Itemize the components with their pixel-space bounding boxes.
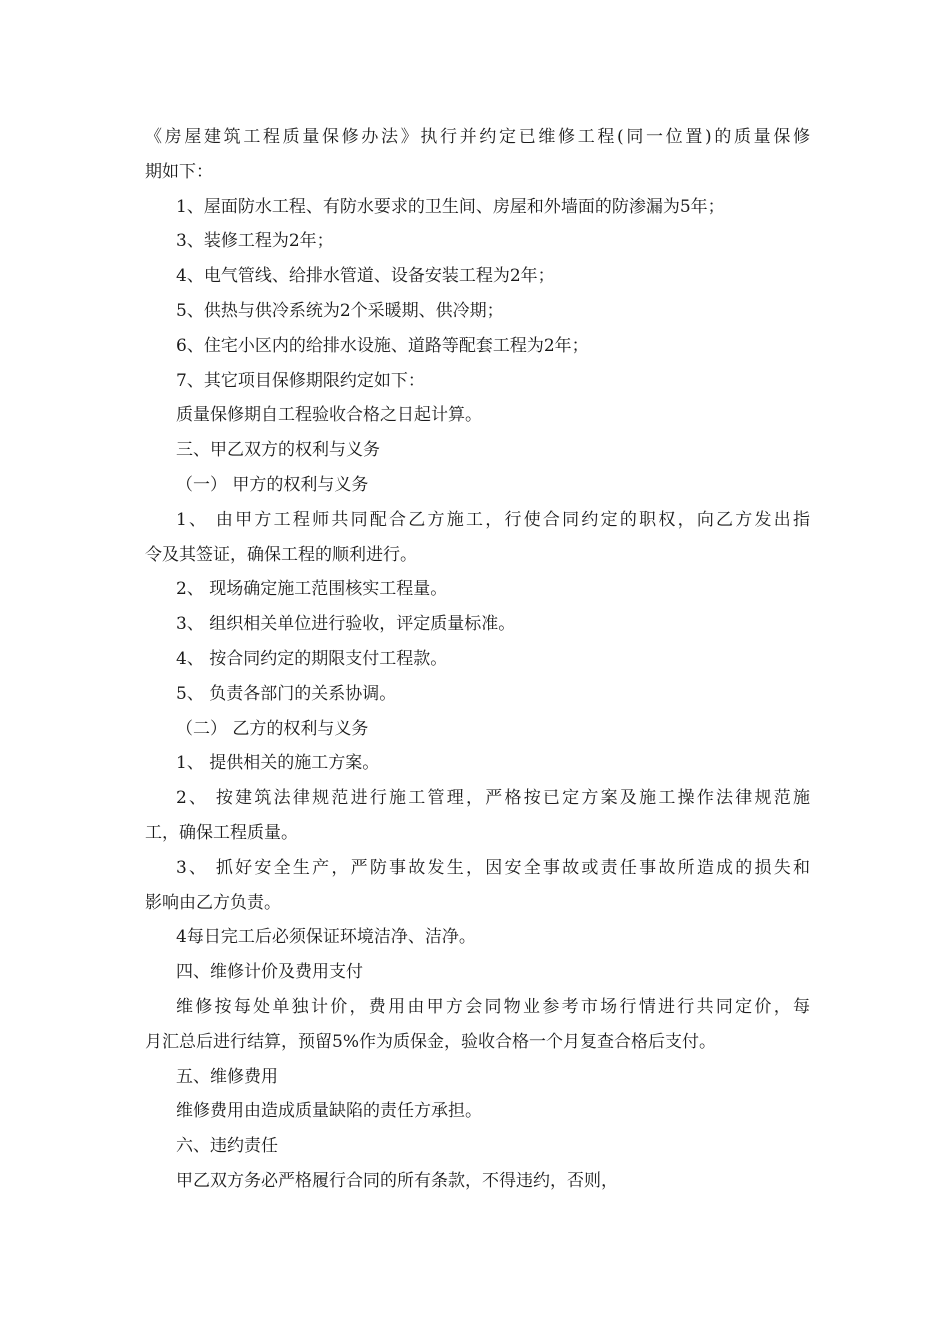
text-line: 甲乙双方务必严格履行合同的所有条款，不得违约，否则， <box>176 1170 618 1191</box>
text-line: 1、屋面防水工程、有防水要求的卫生间、房屋和外墙面的防渗漏为5年； <box>176 196 725 217</box>
text-line: 维修费用由造成质量缺陷的责任方承担。 <box>176 1101 482 1122</box>
text-line: 4每日完工后必须保证环境洁净、洁净。 <box>176 927 476 948</box>
text-line: 质量保修期自工程验收合格之日起计算。 <box>176 405 482 426</box>
text-line: 期如下： <box>145 161 213 182</box>
text-line: 四、维修计价及费用支付 <box>176 962 363 983</box>
text-line: 工，确保工程质量。 <box>145 822 298 843</box>
text-line: 《房屋建筑工程质量保修办法》执行并约定已维修工程(同一位置)的质量保修 <box>145 127 810 147</box>
text-line: 5、供热与供冷系统为2个采暖期、供冷期； <box>176 300 504 321</box>
text-line: 3、装修工程为2年； <box>176 231 334 252</box>
text-line: 6、住宅小区内的给排水设施、道路等配套工程为2年； <box>176 335 589 356</box>
text-line: （一） 甲方的权利与义务 <box>176 474 369 495</box>
text-line: 4、电气管线、给排水管道、设备安装工程为2年； <box>176 266 555 287</box>
document-body <box>145 120 810 1199</box>
text-line: 影响由乙方负责。 <box>145 892 281 913</box>
text-line: 1、 由甲方工程师共同配合乙方施工，行使合同约定的职权，向乙方发出指 <box>176 509 810 530</box>
text-line: （二） 乙方的权利与义务 <box>176 718 369 739</box>
text-line: 令及其签证，确保工程的顺利进行。 <box>145 544 417 565</box>
text-line: 1、 提供相关的施工方案。 <box>176 753 380 774</box>
text-line: 维修按每处单独计价，费用由甲方会同物业参考市场行情进行共同定价，每 <box>176 996 810 1017</box>
text-line: 三、甲乙双方的权利与义务 <box>176 440 380 461</box>
text-line: 五、维修费用 <box>176 1066 278 1087</box>
text-line: 3、 组织相关单位进行验收，评定质量标准。 <box>176 614 516 635</box>
text-line: 2、 现场确定施工范围核实工程量。 <box>176 579 448 600</box>
text-line: 5、 负责各部门的关系协调。 <box>176 683 397 704</box>
text-line: 月汇总后进行结算，预留5%作为质保金，验收合格一个月复查合格后支付。 <box>145 1031 716 1052</box>
text-line: 3、 抓好安全生产，严防事故发生，因安全事故或责任事故所造成的损失和 <box>176 857 810 878</box>
text-line: 2、 按建筑法律规范进行施工管理，严格按已定方案及施工操作法律规范施 <box>176 788 810 809</box>
text-line: 4、 按合同约定的期限支付工程款。 <box>176 648 448 669</box>
text-line: 六、违约责任 <box>176 1136 278 1157</box>
text-line: 7、其它项目保修期限约定如下： <box>176 370 425 391</box>
